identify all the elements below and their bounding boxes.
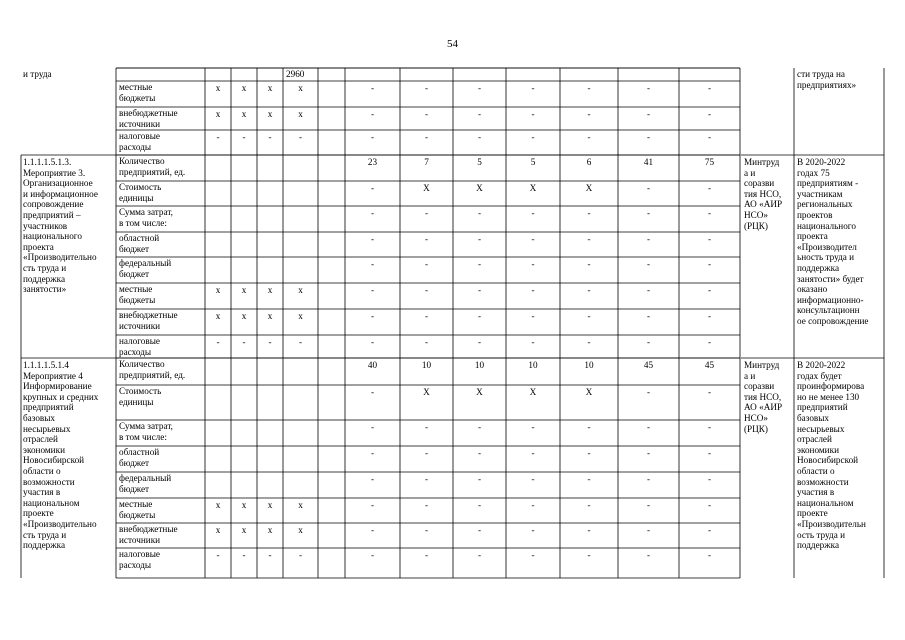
m3-value-cell: -: [707, 208, 712, 218]
m3-activity: 1.1.1.1.5.1.3. Мероприятие 3. Организационное и информационное сопровождение предприятий – участников национального проекта «Производительно сть труда и поддержка занятости»: [23, 157, 98, 295]
top-result-tail: сти труда на предприятиях»: [797, 69, 857, 90]
top-pre-cell: x: [267, 109, 273, 119]
m3-value-cell: -: [531, 259, 535, 269]
m3-value-cell: -: [587, 337, 591, 347]
m3-value-cell: -: [477, 234, 482, 244]
m3-value-cell: X: [423, 183, 430, 193]
m3-pre-cell: x: [298, 311, 303, 321]
m4-value-cell: -: [707, 422, 712, 432]
m3-value-cell: -: [424, 234, 429, 244]
top-pre-cell: x: [215, 83, 221, 93]
m4-pre-cell: x: [241, 525, 247, 535]
m3-value-cell: -: [370, 337, 375, 347]
m4-value-cell: -: [531, 525, 535, 535]
m3-row-label: налоговые расходы: [119, 336, 160, 357]
m4-value-cell: X: [585, 387, 593, 397]
m4-value-cell: -: [531, 448, 535, 458]
m3-pre-cell: x: [241, 285, 247, 295]
m3-value-cell: -: [587, 259, 591, 269]
m4-value-cell: -: [370, 422, 375, 432]
top-value-cell: -: [587, 109, 591, 119]
m3-value-cell: -: [477, 259, 482, 269]
top-value-cell: -: [531, 83, 535, 93]
m3-value-cell: -: [531, 208, 535, 218]
m3-result: В 2020-2022 годах 75 предприятиям - участникам региональных проектов национального проекта «Производител ьность труда и поддержка занятости» будет оказано информационно- консультационн ое сопровождение: [797, 157, 869, 326]
m3-value-cell: -: [424, 311, 429, 321]
m3-row-label: внебюджетные источники: [119, 310, 178, 331]
amount-2960: 2960: [286, 69, 305, 79]
m4-value-cell: -: [370, 500, 375, 510]
m4-value-cell: -: [707, 500, 712, 510]
m3-pre-cell: -: [242, 337, 246, 347]
m4-value-cell: 45: [643, 360, 654, 370]
m4-row-label: Сумма затрат, в том числе:: [119, 421, 173, 442]
m4-activity: 1.1.1.1.5.1.4 Мероприятие 4 Информирование крупных и средних предприятий базовых несырьевых отраслей экономики Новосибирской области о возможности участия в национальном проекте «Производительно сть труда и поддержка: [23, 360, 99, 551]
top-pre-cell: x: [298, 109, 303, 119]
m3-value-cell: X: [529, 183, 537, 193]
m4-pre-cell: x: [267, 525, 273, 535]
top-value-cell: -: [646, 109, 651, 119]
m3-executor: Минтруд а и соразви тия НСО, АО «АИР НСО» (РЦК): [744, 157, 783, 231]
m4-executor: Минтруд а и соразви тия НСО, АО «АИР НСО» (РЦК): [744, 360, 783, 434]
m3-pre-cell: x: [267, 311, 273, 321]
m4-value-cell: -: [424, 525, 429, 535]
m4-pre-cell: x: [267, 500, 273, 510]
m4-value-cell: -: [531, 500, 535, 510]
m4-value-cell: -: [587, 525, 591, 535]
m4-pre-cell: x: [215, 525, 221, 535]
m3-value-cell: -: [477, 337, 482, 347]
top-value-cell: -: [477, 132, 482, 142]
m4-pre-cell: -: [298, 550, 303, 560]
top-pre-cell: x: [298, 83, 303, 93]
m4-value-cell: -: [424, 474, 429, 484]
m3-value-cell: -: [646, 311, 651, 321]
m4-pre-cell: -: [242, 550, 246, 560]
m4-value-cell: -: [370, 550, 375, 560]
m3-value-cell: -: [424, 337, 429, 347]
m3-row-label: областной бюджет: [119, 233, 160, 254]
m3-value-cell: -: [531, 285, 535, 295]
m3-value-cell: -: [477, 311, 482, 321]
m4-value-cell: -: [587, 474, 591, 484]
m4-value-cell: -: [707, 387, 712, 397]
m4-value-cell: -: [707, 448, 712, 458]
m3-row-label: местные бюджеты: [119, 284, 156, 305]
m3-value-cell: -: [424, 259, 429, 269]
m4-value-cell: 10: [584, 360, 594, 370]
m4-value-cell: -: [646, 500, 651, 510]
m3-value-cell: -: [477, 208, 482, 218]
m3-value-cell: -: [646, 259, 651, 269]
top-value-cell: -: [587, 83, 591, 93]
top-activity-tail: и труда: [23, 69, 52, 79]
m4-pre-cell: x: [298, 525, 303, 535]
top-value-cell: -: [707, 83, 712, 93]
m3-value-cell: -: [531, 311, 535, 321]
m3-value-cell: -: [646, 234, 651, 244]
m3-value-cell: 5: [530, 157, 536, 167]
m3-value-cell: -: [370, 259, 375, 269]
m3-value-cell: -: [587, 311, 591, 321]
m4-value-cell: X: [476, 387, 483, 397]
m3-value-cell: 23: [367, 157, 378, 167]
m3-value-cell: -: [646, 183, 651, 193]
m4-value-cell: -: [587, 500, 591, 510]
m3-row-label: Количество предприятий, ед.: [119, 156, 186, 177]
m3-value-cell: -: [707, 183, 712, 193]
m3-value-cell: -: [707, 337, 712, 347]
m3-value-cell: 6: [586, 157, 592, 167]
m3-value-cell: -: [370, 311, 375, 321]
m4-value-cell: 10: [421, 360, 432, 370]
m4-row-label: федеральный бюджет: [119, 473, 172, 494]
m4-value-cell: -: [531, 422, 535, 432]
top-value-cell: -: [646, 83, 651, 93]
m4-value-cell: -: [477, 550, 482, 560]
top-value-cell: -: [531, 109, 535, 119]
m4-row-label: Количество предприятий, ед.: [119, 359, 186, 380]
m3-value-cell: 41: [643, 157, 654, 167]
m4-value-cell: -: [477, 525, 482, 535]
m3-value-cell: -: [477, 285, 482, 295]
m4-value-cell: -: [587, 422, 591, 432]
top-value-cell: -: [531, 132, 535, 142]
m4-value-cell: -: [646, 550, 651, 560]
m3-pre-cell: -: [268, 337, 272, 347]
m3-pre-cell: x: [241, 311, 247, 321]
m3-value-cell: -: [646, 285, 651, 295]
m3-row-label: Сумма затрат, в том числе:: [119, 207, 173, 228]
m4-pre-cell: x: [241, 500, 247, 510]
m3-row-label: федеральный бюджет: [119, 258, 172, 279]
m4-value-cell: -: [424, 550, 429, 560]
m4-value-cell: -: [646, 387, 651, 397]
m3-pre-cell: -: [216, 337, 220, 347]
m4-value-cell: -: [477, 448, 482, 458]
top-pre-cell: x: [267, 83, 273, 93]
m3-value-cell: -: [424, 285, 429, 295]
top-pre-cell: -: [268, 132, 272, 142]
m4-row-label: внебюджетные источники: [119, 524, 178, 545]
m4-value-cell: X: [423, 387, 430, 397]
top-value-cell: -: [707, 132, 712, 142]
top-value-cell: -: [587, 132, 591, 142]
m3-value-cell: -: [587, 208, 591, 218]
m4-value-cell: -: [477, 500, 482, 510]
m4-value-cell: -: [424, 422, 429, 432]
m3-value-cell: -: [646, 337, 651, 347]
m4-row-label: налоговые расходы: [119, 549, 160, 570]
m3-value-cell: -: [370, 208, 375, 218]
m3-value-cell: X: [476, 183, 483, 193]
top-row-label: налоговые расходы: [119, 131, 160, 152]
top-pre-cell: x: [241, 83, 247, 93]
m3-pre-cell: x: [267, 285, 273, 295]
m4-pre-cell: x: [298, 500, 303, 510]
top-pre-cell: -: [216, 132, 220, 142]
m4-value-cell: -: [370, 448, 375, 458]
m3-value-cell: 5: [477, 157, 482, 167]
m3-pre-cell: x: [215, 311, 221, 321]
top-value-cell: -: [646, 132, 651, 142]
top-value-cell: -: [707, 109, 712, 119]
m4-value-cell: -: [707, 550, 712, 560]
m3-pre-cell: x: [215, 285, 221, 295]
top-value-cell: -: [424, 109, 429, 119]
m4-value-cell: -: [707, 525, 712, 535]
m3-value-cell: 7: [424, 157, 429, 167]
top-value-cell: -: [424, 132, 429, 142]
m4-value-cell: -: [477, 422, 482, 432]
m4-value-cell: -: [370, 474, 375, 484]
top-value-cell: -: [424, 83, 429, 93]
m4-value-cell: -: [424, 500, 429, 510]
m4-value-cell: 10: [474, 360, 485, 370]
m4-value-cell: 45: [704, 360, 715, 370]
m4-value-cell: -: [707, 474, 712, 484]
m4-pre-cell: -: [216, 550, 220, 560]
m3-pre-cell: x: [298, 285, 303, 295]
m3-value-cell: -: [646, 208, 651, 218]
m3-value-cell: 75: [704, 157, 715, 167]
m4-value-cell: -: [646, 448, 651, 458]
m4-pre-cell: x: [215, 500, 221, 510]
top-value-cell: -: [370, 83, 375, 93]
top-row-label: местные бюджеты: [119, 82, 156, 103]
top-value-cell: -: [477, 109, 482, 119]
m3-value-cell: -: [707, 285, 712, 295]
m4-result: В 2020-2022 годах будет проинформирова но не менее 130 предприятий базовых несырьевых отраслей экономики Новосибирской области о возможности участия в национальном проекте «Производительн ость труда и поддержка: [797, 360, 866, 551]
m4-value-cell: -: [587, 550, 591, 560]
top-row-label: внебюджетные источники: [119, 108, 178, 129]
m3-value-cell: -: [707, 311, 712, 321]
m4-row-label: Стоимость единицы: [119, 386, 162, 407]
page-number: 54: [447, 38, 458, 50]
m4-row-label: местные бюджеты: [119, 499, 156, 520]
m4-value-cell: -: [477, 474, 482, 484]
m4-value-cell: X: [529, 387, 537, 397]
m4-row-label: областной бюджет: [119, 447, 160, 468]
m4-value-cell: -: [646, 474, 651, 484]
m4-pre-cell: -: [268, 550, 272, 560]
m4-value-cell: -: [646, 422, 651, 432]
top-value-cell: -: [370, 109, 375, 119]
m4-value-cell: 10: [528, 360, 538, 370]
top-pre-cell: -: [242, 132, 246, 142]
m3-value-cell: -: [531, 234, 535, 244]
m3-value-cell: X: [585, 183, 593, 193]
m4-value-cell: -: [531, 550, 535, 560]
m3-value-cell: -: [587, 285, 591, 295]
m3-value-cell: -: [707, 259, 712, 269]
top-value-cell: -: [477, 83, 482, 93]
m3-value-cell: -: [370, 234, 375, 244]
m4-value-cell: -: [531, 474, 535, 484]
m4-value-cell: 40: [367, 360, 378, 370]
top-value-cell: -: [370, 132, 375, 142]
m3-value-cell: -: [424, 208, 429, 218]
m3-value-cell: -: [370, 285, 375, 295]
m3-value-cell: -: [370, 183, 375, 193]
m3-value-cell: -: [531, 337, 535, 347]
m4-value-cell: -: [370, 525, 375, 535]
top-pre-cell: x: [215, 109, 221, 119]
m4-value-cell: -: [646, 525, 651, 535]
top-pre-cell: -: [298, 132, 303, 142]
m3-value-cell: -: [707, 234, 712, 244]
m3-value-cell: -: [587, 234, 591, 244]
m4-value-cell: -: [424, 448, 429, 458]
m3-row-label: Стоимость единицы: [119, 182, 162, 203]
m4-value-cell: -: [587, 448, 591, 458]
m3-pre-cell: -: [298, 337, 303, 347]
top-pre-cell: x: [241, 109, 247, 119]
m4-value-cell: -: [370, 387, 375, 397]
